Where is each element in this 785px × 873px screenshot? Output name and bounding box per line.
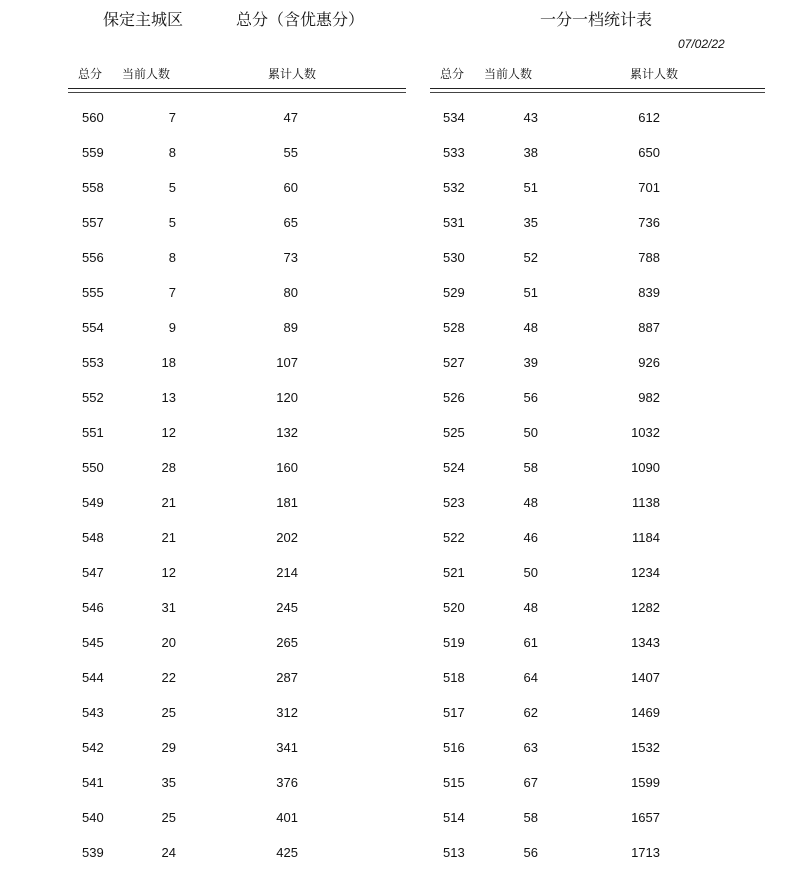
current-count-cell: 24 <box>161 845 176 860</box>
score-cell: 521 <box>443 565 465 580</box>
cumulative-count-cell: 701 <box>638 180 660 195</box>
current-count-cell: 56 <box>523 390 538 405</box>
cumulative-count-cell: 132 <box>276 425 298 440</box>
col-header-score: 总分 <box>440 67 465 81</box>
score-cell: 547 <box>82 565 104 580</box>
cumulative-count-cell: 1713 <box>631 845 660 860</box>
right-header-rule-top <box>430 88 765 89</box>
score-cell: 534 <box>443 110 465 125</box>
score-cell: 531 <box>443 215 465 230</box>
col-header-current: 当前人数 <box>122 67 171 81</box>
score-cell: 540 <box>82 810 104 825</box>
score-cell: 533 <box>443 145 465 160</box>
cumulative-count-cell: 401 <box>276 810 298 825</box>
score-cell: 560 <box>82 110 104 125</box>
score-cell: 532 <box>443 180 465 195</box>
score-cell: 552 <box>82 390 104 405</box>
cumulative-count-cell: 265 <box>276 635 298 650</box>
score-cell: 526 <box>443 390 465 405</box>
score-cell: 524 <box>443 460 465 475</box>
cumulative-count-cell: 65 <box>283 215 298 230</box>
cumulative-count-cell: 736 <box>638 215 660 230</box>
score-cell: 558 <box>82 180 104 195</box>
cumulative-count-cell: 160 <box>276 460 298 475</box>
score-cell: 539 <box>82 845 104 860</box>
score-cell: 522 <box>443 530 465 545</box>
right-header-rule-bottom <box>430 92 765 93</box>
cumulative-count-cell: 1138 <box>632 495 660 510</box>
cumulative-count-cell: 650 <box>638 145 660 160</box>
score-cell: 541 <box>82 775 104 790</box>
current-count-cell: 58 <box>523 810 538 825</box>
current-count-cell: 61 <box>523 635 538 650</box>
cumulative-count-cell: 214 <box>276 565 298 580</box>
cumulative-count-cell: 181 <box>276 495 298 510</box>
score-cell: 514 <box>443 810 465 825</box>
current-count-cell: 8 <box>168 145 176 160</box>
current-count-cell: 56 <box>523 845 538 860</box>
cumulative-count-cell: 202 <box>276 530 298 545</box>
cumulative-count-cell: 60 <box>283 180 298 195</box>
col-header-current: 当前人数 <box>484 67 533 81</box>
current-count-cell: 63 <box>523 740 538 755</box>
current-count-cell: 43 <box>523 110 538 125</box>
current-count-cell: 13 <box>161 390 176 405</box>
current-count-cell: 58 <box>523 460 538 475</box>
current-count-cell: 5 <box>168 215 176 230</box>
score-cell: 554 <box>82 320 104 335</box>
score-cell: 553 <box>82 355 104 370</box>
score-cell: 529 <box>443 285 465 300</box>
report-date: 07/02/22 <box>678 37 725 51</box>
col-header-score: 总分 <box>78 67 103 81</box>
district-title: 保定主城区 <box>103 10 184 29</box>
current-count-cell: 18 <box>161 355 176 370</box>
current-count-cell: 21 <box>161 530 176 545</box>
current-count-cell: 25 <box>161 810 176 825</box>
score-cell: 517 <box>443 705 465 720</box>
score-cell: 544 <box>82 670 104 685</box>
current-count-cell: 9 <box>168 320 176 335</box>
cumulative-count-cell: 1234 <box>631 565 660 580</box>
cumulative-count-cell: 1532 <box>631 740 660 755</box>
cumulative-count-cell: 341 <box>276 740 298 755</box>
score-cell: 542 <box>82 740 104 755</box>
left-header-rule-top <box>68 88 406 89</box>
score-cell: 525 <box>443 425 465 440</box>
score-cell: 551 <box>82 425 104 440</box>
current-count-cell: 67 <box>523 775 538 790</box>
score-cell: 528 <box>443 320 465 335</box>
current-count-cell: 21 <box>161 495 176 510</box>
score-cell: 549 <box>82 495 104 510</box>
cumulative-count-cell: 926 <box>638 355 660 370</box>
current-count-cell: 22 <box>161 670 176 685</box>
col-header-cumulative: 累计人数 <box>630 67 679 81</box>
cumulative-count-cell: 1090 <box>631 460 660 475</box>
score-cell: 515 <box>443 775 465 790</box>
score-cell: 546 <box>82 600 104 615</box>
cumulative-count-cell: 839 <box>638 285 660 300</box>
table-title: 一分一档统计表 <box>540 10 653 29</box>
score-cell: 518 <box>443 670 465 685</box>
cumulative-count-cell: 80 <box>283 285 298 300</box>
score-cell: 523 <box>443 495 465 510</box>
cumulative-count-cell: 376 <box>276 775 298 790</box>
score-cell: 530 <box>443 250 465 265</box>
cumulative-count-cell: 312 <box>276 705 298 720</box>
score-cell: 516 <box>443 740 465 755</box>
cumulative-count-cell: 1469 <box>631 705 660 720</box>
score-cell: 527 <box>443 355 465 370</box>
score-cell: 513 <box>443 845 465 860</box>
current-count-cell: 12 <box>161 425 176 440</box>
left-header-rule-bottom <box>68 92 406 93</box>
current-count-cell: 20 <box>161 635 176 650</box>
current-count-cell: 28 <box>161 460 176 475</box>
cumulative-count-cell: 1343 <box>631 635 660 650</box>
score-cell: 556 <box>82 250 104 265</box>
score-cell: 557 <box>82 215 104 230</box>
cumulative-count-cell: 425 <box>276 845 298 860</box>
current-count-cell: 25 <box>161 705 176 720</box>
current-count-cell: 12 <box>161 565 176 580</box>
cumulative-count-cell: 1282 <box>631 600 660 615</box>
score-cell: 550 <box>82 460 104 475</box>
current-count-cell: 5 <box>168 180 176 195</box>
current-count-cell: 31 <box>161 600 176 615</box>
current-count-cell: 38 <box>523 145 538 160</box>
score-cell: 559 <box>82 145 104 160</box>
score-cell: 543 <box>82 705 104 720</box>
score-cell: 520 <box>443 600 465 615</box>
current-count-cell: 7 <box>168 110 176 125</box>
current-count-cell: 48 <box>523 600 538 615</box>
cumulative-count-cell: 120 <box>276 390 298 405</box>
cumulative-count-cell: 982 <box>638 390 660 405</box>
current-count-cell: 51 <box>523 180 538 195</box>
current-count-cell: 8 <box>168 250 176 265</box>
current-count-cell: 64 <box>523 670 538 685</box>
cumulative-count-cell: 287 <box>276 670 298 685</box>
score-cell: 545 <box>82 635 104 650</box>
score-cell: 555 <box>82 285 104 300</box>
score-cell: 548 <box>82 530 104 545</box>
current-count-cell: 52 <box>523 250 538 265</box>
cumulative-count-cell: 245 <box>276 600 298 615</box>
current-count-cell: 46 <box>523 530 538 545</box>
current-count-cell: 48 <box>523 495 538 510</box>
cumulative-count-cell: 1657 <box>631 810 660 825</box>
current-count-cell: 39 <box>523 355 538 370</box>
cumulative-count-cell: 1599 <box>631 775 660 790</box>
current-count-cell: 7 <box>168 285 176 300</box>
cumulative-count-cell: 73 <box>283 250 298 265</box>
col-header-cumulative: 累计人数 <box>268 67 317 81</box>
cumulative-count-cell: 788 <box>638 250 660 265</box>
cumulative-count-cell: 1407 <box>631 670 660 685</box>
current-count-cell: 35 <box>523 215 538 230</box>
current-count-cell: 48 <box>523 320 538 335</box>
current-count-cell: 50 <box>523 425 538 440</box>
cumulative-count-cell: 1184 <box>632 530 660 545</box>
score-cell: 519 <box>443 635 465 650</box>
cumulative-count-cell: 89 <box>283 320 298 335</box>
current-count-cell: 51 <box>523 285 538 300</box>
cumulative-count-cell: 107 <box>276 355 298 370</box>
current-count-cell: 62 <box>523 705 538 720</box>
cumulative-count-cell: 1032 <box>631 425 660 440</box>
current-count-cell: 35 <box>161 775 176 790</box>
cumulative-count-cell: 612 <box>638 110 660 125</box>
cumulative-count-cell: 887 <box>638 320 660 335</box>
cumulative-count-cell: 47 <box>283 110 298 125</box>
cumulative-count-cell: 55 <box>283 145 298 160</box>
score-type-title: 总分（含优惠分） <box>236 10 365 29</box>
current-count-cell: 29 <box>161 740 176 755</box>
current-count-cell: 50 <box>523 565 538 580</box>
